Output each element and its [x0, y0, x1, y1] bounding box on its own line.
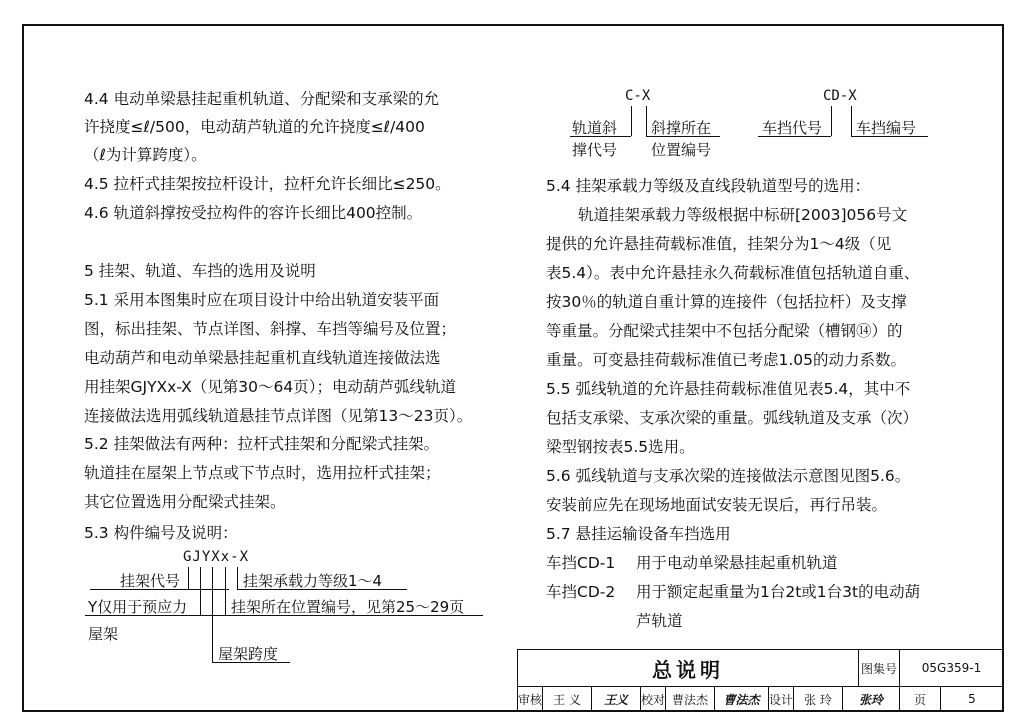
para-5-4-line1: 轨道挂架承载力等级根据中标研[2003]056号文: [578, 206, 908, 224]
para-5-4-line6: 重量。可变悬挂荷载标准值已考虑1.05的动力系数。: [546, 351, 907, 369]
drawing-title: 总说明: [517, 649, 859, 687]
gj-label-code: 挂架代号: [120, 572, 181, 590]
cx-label-a2: 撑代号: [572, 141, 618, 159]
para-5-5-line3: 梁型钢按表5.5选用。: [546, 438, 695, 456]
gj-label-y2: 屋架: [88, 625, 119, 643]
cd1-value: 用于电动单梁悬挂起重机轨道: [636, 554, 838, 572]
para-4-4-line3: （ℓ为计算跨度）。: [84, 146, 207, 164]
para-4-6: 4.6 轨道斜撑按受拉构件的容许长细比400控制。: [84, 204, 423, 222]
page-number: 5: [940, 686, 1004, 712]
gj-label-y: Y仅用于预应力: [88, 598, 188, 616]
cdx-label-b: 车挡编号: [856, 119, 917, 137]
para-4-5: 4.5 拉杆式挂架按拉杆设计，拉杆允许长细比≤250。: [84, 175, 451, 193]
para-5-4-line5: 等重量。分配梁式挂架中不包括分配梁（槽钢⑭）的: [546, 322, 903, 340]
title-block: [517, 649, 1004, 712]
para-5-6-line1: 5.6 弧线轨道与支承次梁的连接做法示意图见图5.6。: [546, 467, 911, 485]
para-5-7: 5.7 悬挂运输设备车挡选用: [546, 525, 731, 543]
cdx-stem-a: [831, 106, 832, 136]
cx-label-b2: 位置编号: [651, 141, 712, 159]
page-label: 页: [899, 686, 941, 712]
design-signature: 张玲: [842, 686, 900, 712]
cdx-label-a: 车挡代号: [762, 119, 823, 137]
para-5-1-line3: 电动葫芦和电动单梁悬挂起重机直线轨道连接做法选: [84, 349, 441, 367]
atlas-no-label: 图集号: [858, 649, 900, 687]
cdx-code: CD-X: [823, 88, 857, 104]
design-label: 设计: [768, 686, 794, 712]
cx-stem-b: [646, 106, 647, 136]
para-5-1-line1: 5.1 采用本图集时应在项目设计中给出轨道安装平面: [84, 291, 440, 309]
para-5-4: 5.4 挂架承载力等级及直线段轨道型号的选用：: [546, 177, 871, 195]
gj-label-position: 挂架所在位置编号，见第25～29页: [231, 598, 465, 616]
check-signature: 曹法杰: [714, 686, 769, 712]
cdx-stem-b: [851, 106, 852, 136]
para-5-1-line5: 连接做法选用弧线轨道悬挂节点详图（见第13～23页）。: [84, 407, 473, 425]
cx-label-b1: 斜撑所在: [651, 119, 712, 137]
cx-label-a1: 轨道斜: [572, 119, 618, 137]
check-label: 校对: [640, 686, 666, 712]
para-5-2-line2: 轨道挂在屋架上节点或下节点时，选用拉杆式挂架；: [84, 464, 441, 482]
para-5-4-line4: 按30％的轨道自重计算的连接件（包括拉杆）及支撑: [546, 293, 907, 311]
cx-code: C-X: [625, 88, 651, 104]
para-5-3: 5.3 构件编号及说明：: [84, 524, 238, 542]
gj-stem-r3: [212, 567, 213, 662]
para-5-1-line4: 用挂架GJYXx-X（见第30～64页）；电动葫芦弧线轨道: [84, 378, 456, 396]
para-5-6-line2: 安装前应先在现场地面试安装无误后，再行吊装。: [546, 496, 888, 514]
review-name: 王 义: [542, 686, 592, 712]
cd2-value-line2: 芦轨道: [636, 612, 683, 630]
cd1-key: 车挡CD-1: [546, 554, 616, 572]
review-label: 审核: [517, 686, 543, 712]
cd2-value-line1: 用于额定起重量为1台2t或1台3t的电动葫: [636, 583, 921, 601]
design-name: 张 玲: [793, 686, 843, 712]
para-5-2-line3: 其它位置选用分配梁式挂架。: [84, 493, 286, 511]
para-5-4-line2: 提供的允许悬挂荷载标准值，挂架分为1～4级（见: [546, 235, 892, 253]
gj-stem-r1: [237, 567, 238, 589]
para-4-4-line2: 许挠度≤ℓ/500，电动葫芦轨道的允许挠度≤ℓ/400: [84, 118, 425, 136]
atlas-no: 05G359-1: [899, 649, 1004, 687]
check-name: 曹法杰: [665, 686, 715, 712]
para-5-4-line3: 表5.4）。表中允许悬挂永久荷载标准值包括轨道自重、: [546, 264, 920, 282]
para-5-5-line1: 5.5 弧线轨道的允许悬挂荷载标准值见表5.4，其中不: [546, 380, 911, 398]
review-signature: 王义: [591, 686, 641, 712]
section-5-heading: 5 挂架、轨道、车挡的选用及说明: [84, 262, 316, 280]
gj-label-grade: 挂架承载力等级1～4: [243, 572, 383, 590]
para-5-1-line2: 图，标出挂架、节点详图、斜撑、车挡等编号及位置；: [84, 320, 457, 338]
para-5-5-line2: 包括支承梁、支承次梁的重量。弧线轨道及支承（次）: [546, 409, 919, 427]
gj-stem-r2: [225, 567, 226, 615]
cx-stem-a: [631, 106, 632, 136]
gj-label-span: 屋架跨度: [218, 645, 279, 663]
para-4-4-line1: 4.4 电动单梁悬挂起重机轨道、分配梁和支承梁的允: [84, 90, 440, 108]
gj-code: GJYXx-X: [183, 549, 250, 565]
cd2-key: 车挡CD-2: [546, 583, 616, 601]
para-5-2-line1: 5.2 挂架做法有两种：拉杆式挂架和分配梁式挂架。: [84, 435, 440, 453]
